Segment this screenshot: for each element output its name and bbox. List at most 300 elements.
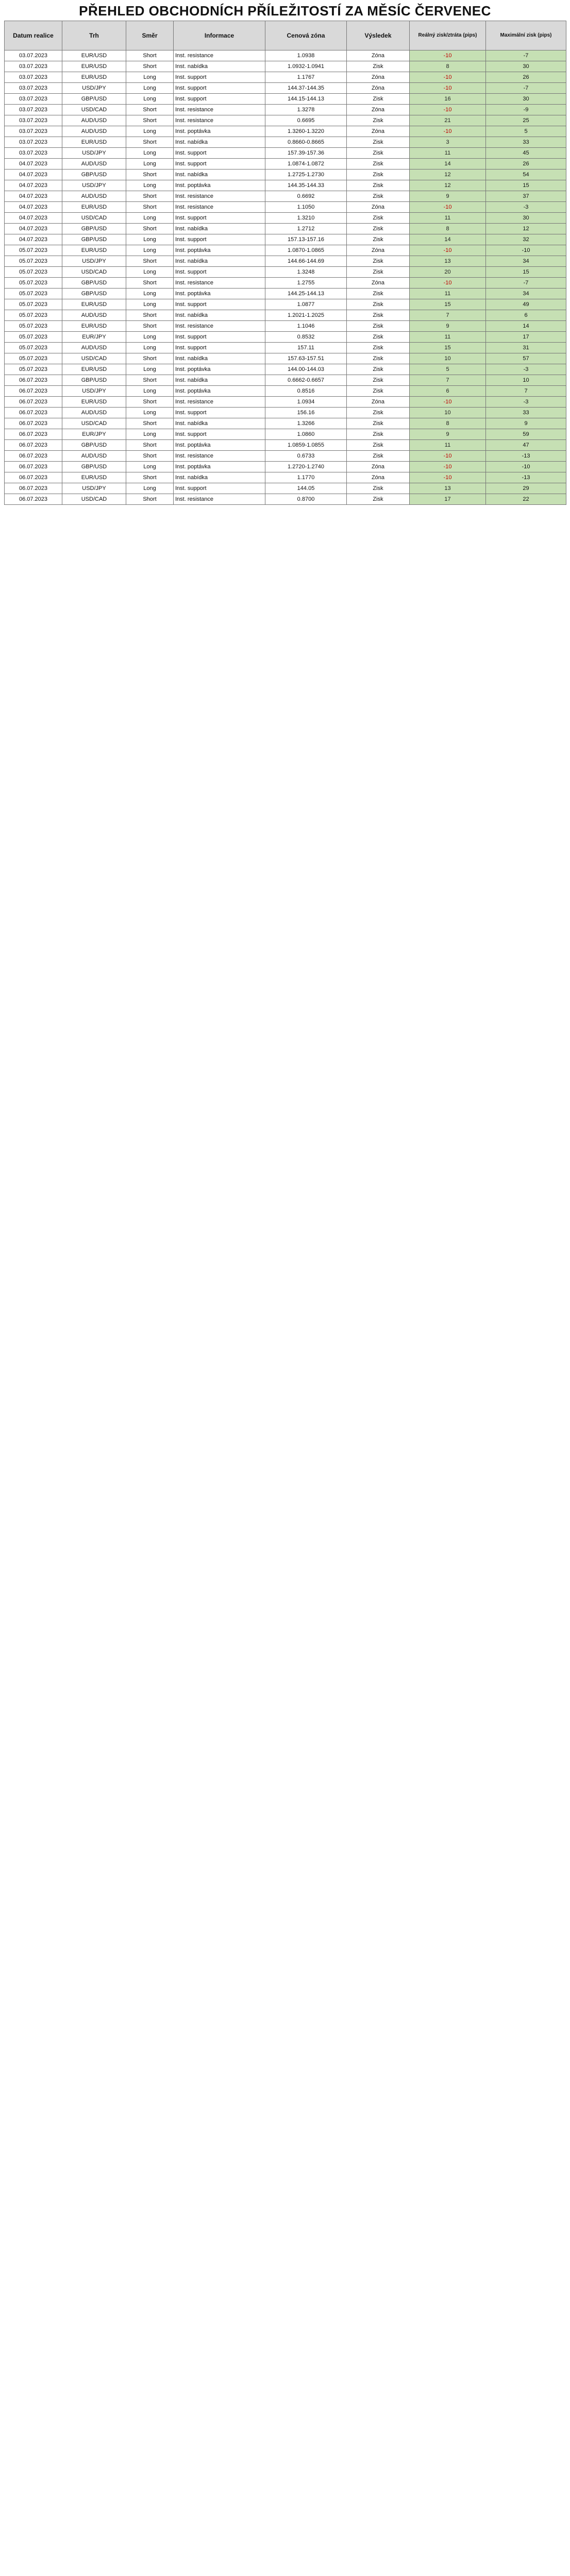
cell-price-zone: 0.6733 xyxy=(265,451,347,462)
cell-date: 05.07.2023 xyxy=(5,321,62,332)
cell-information: Inst. support xyxy=(174,72,265,83)
cell-result: Zóna xyxy=(347,105,410,115)
table-row xyxy=(5,267,566,278)
cell-max-profit: 22 xyxy=(486,494,566,505)
cell-direction: Long xyxy=(126,364,174,375)
cell-max-profit: 34 xyxy=(486,289,566,299)
cell-market: EUR/USD xyxy=(62,50,126,61)
cell-direction: Long xyxy=(126,94,174,105)
table-row xyxy=(5,105,566,115)
table-row xyxy=(5,408,566,418)
cell-direction: Long xyxy=(126,332,174,343)
cell-direction: Short xyxy=(126,50,174,61)
cell-date: 05.07.2023 xyxy=(5,256,62,267)
cell-information: Inst. poptávka xyxy=(174,364,265,375)
col-header-information: Informace xyxy=(174,21,265,50)
cell-price-zone: 144.05 xyxy=(265,483,347,494)
cell-direction: Short xyxy=(126,170,174,180)
cell-price-zone: 0.6692 xyxy=(265,191,347,202)
cell-direction: Long xyxy=(126,462,174,472)
cell-date: 06.07.2023 xyxy=(5,483,62,494)
cell-direction: Short xyxy=(126,256,174,267)
cell-market: GBP/USD xyxy=(62,462,126,472)
cell-price-zone: 1.0874-1.0872 xyxy=(265,159,347,170)
table-row xyxy=(5,94,566,105)
cell-price-zone: 144.00-144.03 xyxy=(265,364,347,375)
cell-market: EUR/USD xyxy=(62,61,126,72)
cell-max-profit: -13 xyxy=(486,472,566,483)
cell-real-pnl: -10 xyxy=(410,72,486,83)
cell-price-zone: 1.0860 xyxy=(265,429,347,440)
cell-date: 05.07.2023 xyxy=(5,343,62,353)
cell-result: Zisk xyxy=(347,289,410,299)
cell-information: Inst. resistance xyxy=(174,321,265,332)
table-row xyxy=(5,115,566,126)
cell-information: Inst. resistance xyxy=(174,278,265,289)
cell-max-profit: 26 xyxy=(486,72,566,83)
col-header-max-profit: Maximální zisk (pips) xyxy=(486,21,566,50)
cell-market: USD/JPY xyxy=(62,148,126,159)
cell-direction: Short xyxy=(126,278,174,289)
table-row xyxy=(5,83,566,94)
table-row xyxy=(5,397,566,408)
cell-direction: Long xyxy=(126,213,174,224)
cell-information: Inst. resistance xyxy=(174,451,265,462)
table-row xyxy=(5,278,566,289)
cell-max-profit: 34 xyxy=(486,256,566,267)
cell-information: Inst. nabídka xyxy=(174,472,265,483)
table-row xyxy=(5,310,566,321)
cell-price-zone: 0.6695 xyxy=(265,115,347,126)
cell-real-pnl: 11 xyxy=(410,289,486,299)
cell-information: Inst. nabídka xyxy=(174,375,265,386)
cell-price-zone: 1.2725-1.2730 xyxy=(265,170,347,180)
table-row xyxy=(5,191,566,202)
table-row xyxy=(5,180,566,191)
cell-information: Inst. poptávka xyxy=(174,440,265,451)
cell-market: AUD/USD xyxy=(62,126,126,137)
table-header-row xyxy=(5,21,566,50)
cell-market: GBP/USD xyxy=(62,375,126,386)
cell-information: Inst. support xyxy=(174,234,265,245)
cell-date: 05.07.2023 xyxy=(5,353,62,364)
cell-information: Inst. support xyxy=(174,83,265,94)
cell-market: EUR/USD xyxy=(62,137,126,148)
cell-direction: Long xyxy=(126,126,174,137)
cell-result: Zóna xyxy=(347,397,410,408)
cell-real-pnl: 11 xyxy=(410,148,486,159)
cell-real-pnl: -10 xyxy=(410,451,486,462)
table-row xyxy=(5,472,566,483)
cell-date: 04.07.2023 xyxy=(5,191,62,202)
cell-price-zone: 1.0934 xyxy=(265,397,347,408)
cell-max-profit: 31 xyxy=(486,343,566,353)
cell-real-pnl: 21 xyxy=(410,115,486,126)
cell-date: 03.07.2023 xyxy=(5,126,62,137)
cell-real-pnl: -10 xyxy=(410,83,486,94)
cell-price-zone: 144.66-144.69 xyxy=(265,256,347,267)
cell-date: 04.07.2023 xyxy=(5,224,62,234)
cell-market: AUD/USD xyxy=(62,115,126,126)
cell-direction: Short xyxy=(126,472,174,483)
cell-date: 06.07.2023 xyxy=(5,440,62,451)
cell-market: EUR/USD xyxy=(62,472,126,483)
cell-date: 03.07.2023 xyxy=(5,94,62,105)
cell-result: Zisk xyxy=(347,191,410,202)
cell-information: Inst. resistance xyxy=(174,202,265,213)
cell-real-pnl: 15 xyxy=(410,343,486,353)
cell-direction: Long xyxy=(126,72,174,83)
cell-result: Zisk xyxy=(347,234,410,245)
cell-result: Zisk xyxy=(347,375,410,386)
cell-price-zone: 1.3278 xyxy=(265,105,347,115)
cell-max-profit: 33 xyxy=(486,137,566,148)
cell-date: 03.07.2023 xyxy=(5,83,62,94)
cell-real-pnl: -10 xyxy=(410,278,486,289)
cell-max-profit: 37 xyxy=(486,191,566,202)
cell-date: 06.07.2023 xyxy=(5,451,62,462)
cell-direction: Long xyxy=(126,245,174,256)
cell-date: 06.07.2023 xyxy=(5,429,62,440)
cell-result: Zisk xyxy=(347,418,410,429)
cell-max-profit: 12 xyxy=(486,224,566,234)
cell-real-pnl: -10 xyxy=(410,105,486,115)
cell-max-profit: 14 xyxy=(486,321,566,332)
cell-result: Zisk xyxy=(347,180,410,191)
cell-price-zone: 144.37-144.35 xyxy=(265,83,347,94)
cell-real-pnl: 11 xyxy=(410,440,486,451)
cell-price-zone: 156.16 xyxy=(265,408,347,418)
cell-date: 04.07.2023 xyxy=(5,180,62,191)
cell-price-zone: 1.3210 xyxy=(265,213,347,224)
cell-information: Inst. nabídka xyxy=(174,310,265,321)
cell-price-zone: 1.2021-1.2025 xyxy=(265,310,347,321)
cell-max-profit: 29 xyxy=(486,483,566,494)
cell-date: 05.07.2023 xyxy=(5,364,62,375)
cell-result: Zóna xyxy=(347,72,410,83)
cell-max-profit: 26 xyxy=(486,159,566,170)
cell-market: EUR/USD xyxy=(62,245,126,256)
cell-result: Zisk xyxy=(347,321,410,332)
table-row xyxy=(5,148,566,159)
cell-date: 03.07.2023 xyxy=(5,137,62,148)
cell-market: EUR/USD xyxy=(62,364,126,375)
cell-price-zone: 1.0870-1.0865 xyxy=(265,245,347,256)
table-row xyxy=(5,61,566,72)
cell-max-profit: 54 xyxy=(486,170,566,180)
cell-date: 05.07.2023 xyxy=(5,310,62,321)
cell-real-pnl: 9 xyxy=(410,429,486,440)
col-header-direction: Směr xyxy=(126,21,174,50)
cell-max-profit: 30 xyxy=(486,94,566,105)
cell-price-zone: 1.1770 xyxy=(265,472,347,483)
cell-market: GBP/USD xyxy=(62,234,126,245)
cell-result: Zisk xyxy=(347,94,410,105)
cell-market: USD/JPY xyxy=(62,83,126,94)
cell-date: 06.07.2023 xyxy=(5,494,62,505)
cell-information: Inst. support xyxy=(174,408,265,418)
cell-direction: Short xyxy=(126,375,174,386)
cell-direction: Short xyxy=(126,202,174,213)
cell-price-zone: 1.3266 xyxy=(265,418,347,429)
cell-date: 04.07.2023 xyxy=(5,234,62,245)
cell-information: Inst. poptávka xyxy=(174,126,265,137)
cell-information: Inst. support xyxy=(174,159,265,170)
cell-price-zone: 1.0938 xyxy=(265,50,347,61)
cell-max-profit: 49 xyxy=(486,299,566,310)
cell-result: Zóna xyxy=(347,126,410,137)
cell-market: AUD/USD xyxy=(62,408,126,418)
cell-real-pnl: 12 xyxy=(410,170,486,180)
col-header-real-pnl: Reálný zisk/ztráta (pips) xyxy=(410,21,486,50)
cell-price-zone: 144.35-144.33 xyxy=(265,180,347,191)
cell-information: Inst. poptávka xyxy=(174,289,265,299)
cell-real-pnl: 10 xyxy=(410,408,486,418)
cell-direction: Long xyxy=(126,148,174,159)
cell-real-pnl: 9 xyxy=(410,191,486,202)
cell-market: GBP/USD xyxy=(62,224,126,234)
table-row xyxy=(5,202,566,213)
cell-result: Zisk xyxy=(347,224,410,234)
cell-max-profit: 9 xyxy=(486,418,566,429)
table-row xyxy=(5,213,566,224)
cell-date: 03.07.2023 xyxy=(5,115,62,126)
cell-date: 06.07.2023 xyxy=(5,375,62,386)
cell-direction: Long xyxy=(126,299,174,310)
cell-real-pnl: 20 xyxy=(410,267,486,278)
cell-date: 04.07.2023 xyxy=(5,213,62,224)
cell-market: USD/CAD xyxy=(62,494,126,505)
table-row xyxy=(5,364,566,375)
cell-max-profit: 57 xyxy=(486,353,566,364)
table-row xyxy=(5,451,566,462)
cell-date: 05.07.2023 xyxy=(5,289,62,299)
cell-result: Zisk xyxy=(347,213,410,224)
cell-direction: Long xyxy=(126,180,174,191)
cell-price-zone: 144.25-144.13 xyxy=(265,289,347,299)
cell-direction: Long xyxy=(126,289,174,299)
cell-date: 03.07.2023 xyxy=(5,105,62,115)
cell-direction: Long xyxy=(126,408,174,418)
cell-price-zone: 0.8516 xyxy=(265,386,347,397)
cell-real-pnl: 9 xyxy=(410,321,486,332)
cell-real-pnl: -10 xyxy=(410,202,486,213)
table-body xyxy=(5,50,566,505)
cell-direction: Short xyxy=(126,137,174,148)
cell-direction: Long xyxy=(126,159,174,170)
cell-real-pnl: 7 xyxy=(410,375,486,386)
cell-result: Zisk xyxy=(347,61,410,72)
cell-information: Inst. nabídka xyxy=(174,170,265,180)
cell-date: 06.07.2023 xyxy=(5,418,62,429)
cell-direction: Short xyxy=(126,451,174,462)
table-row xyxy=(5,462,566,472)
col-header-result: Výsledek xyxy=(347,21,410,50)
cell-market: GBP/USD xyxy=(62,278,126,289)
cell-date: 03.07.2023 xyxy=(5,72,62,83)
table-row xyxy=(5,483,566,494)
cell-max-profit: 6 xyxy=(486,310,566,321)
cell-date: 04.07.2023 xyxy=(5,159,62,170)
cell-market: EUR/USD xyxy=(62,202,126,213)
cell-direction: Short xyxy=(126,353,174,364)
cell-price-zone: 157.11 xyxy=(265,343,347,353)
cell-max-profit: 33 xyxy=(486,408,566,418)
cell-result: Zisk xyxy=(347,170,410,180)
cell-result: Zóna xyxy=(347,245,410,256)
cell-direction: Short xyxy=(126,105,174,115)
table-row xyxy=(5,126,566,137)
cell-information: Inst. support xyxy=(174,94,265,105)
cell-real-pnl: 15 xyxy=(410,299,486,310)
cell-max-profit: -10 xyxy=(486,462,566,472)
cell-real-pnl: 10 xyxy=(410,353,486,364)
cell-direction: Short xyxy=(126,61,174,72)
cell-market: EUR/USD xyxy=(62,72,126,83)
cell-max-profit: 15 xyxy=(486,267,566,278)
cell-real-pnl: -10 xyxy=(410,126,486,137)
cell-real-pnl: 8 xyxy=(410,61,486,72)
cell-price-zone: 157.63-157.51 xyxy=(265,353,347,364)
cell-information: Inst. resistance xyxy=(174,50,265,61)
cell-date: 06.07.2023 xyxy=(5,462,62,472)
cell-real-pnl: 7 xyxy=(410,310,486,321)
cell-result: Zóna xyxy=(347,472,410,483)
cell-information: Inst. nabídka xyxy=(174,353,265,364)
cell-real-pnl: 11 xyxy=(410,213,486,224)
cell-price-zone: 1.3260-1.3220 xyxy=(265,126,347,137)
cell-price-zone: 1.3248 xyxy=(265,267,347,278)
cell-market: GBP/USD xyxy=(62,170,126,180)
table-row xyxy=(5,289,566,299)
cell-information: Inst. support xyxy=(174,429,265,440)
cell-real-pnl: 11 xyxy=(410,332,486,343)
cell-direction: Short xyxy=(126,224,174,234)
cell-market: GBP/USD xyxy=(62,94,126,105)
cell-result: Zisk xyxy=(347,332,410,343)
cell-date: 06.07.2023 xyxy=(5,472,62,483)
cell-result: Zisk xyxy=(347,429,410,440)
cell-date: 06.07.2023 xyxy=(5,397,62,408)
cell-max-profit: -10 xyxy=(486,245,566,256)
cell-max-profit: -3 xyxy=(486,397,566,408)
cell-result: Zisk xyxy=(347,343,410,353)
cell-market: AUD/USD xyxy=(62,159,126,170)
cell-information: Inst. resistance xyxy=(174,494,265,505)
cell-real-pnl: 13 xyxy=(410,483,486,494)
opportunities-table xyxy=(4,21,566,505)
table-row xyxy=(5,170,566,180)
cell-real-pnl: 17 xyxy=(410,494,486,505)
cell-market: AUD/USD xyxy=(62,191,126,202)
cell-max-profit: -7 xyxy=(486,50,566,61)
col-header-market: Trh xyxy=(62,21,126,50)
table-row xyxy=(5,159,566,170)
cell-information: Inst. poptávka xyxy=(174,245,265,256)
cell-information: Inst. nabídka xyxy=(174,256,265,267)
cell-market: USD/JPY xyxy=(62,483,126,494)
cell-market: USD/CAD xyxy=(62,418,126,429)
table-row xyxy=(5,440,566,451)
table-row xyxy=(5,234,566,245)
cell-real-pnl: 3 xyxy=(410,137,486,148)
cell-information: Inst. resistance xyxy=(174,191,265,202)
cell-real-pnl: -10 xyxy=(410,462,486,472)
cell-information: Inst. support xyxy=(174,343,265,353)
cell-max-profit: 17 xyxy=(486,332,566,343)
cell-date: 04.07.2023 xyxy=(5,170,62,180)
cell-result: Zóna xyxy=(347,83,410,94)
cell-date: 05.07.2023 xyxy=(5,332,62,343)
cell-result: Zisk xyxy=(347,299,410,310)
cell-direction: Short xyxy=(126,321,174,332)
cell-market: USD/CAD xyxy=(62,213,126,224)
cell-max-profit: 5 xyxy=(486,126,566,137)
cell-direction: Long xyxy=(126,483,174,494)
table-row xyxy=(5,343,566,353)
cell-direction: Short xyxy=(126,310,174,321)
cell-market: USD/JPY xyxy=(62,256,126,267)
cell-max-profit: 25 xyxy=(486,115,566,126)
cell-date: 06.07.2023 xyxy=(5,386,62,397)
cell-direction: Long xyxy=(126,343,174,353)
cell-market: EUR/USD xyxy=(62,299,126,310)
cell-direction: Long xyxy=(126,429,174,440)
cell-date: 03.07.2023 xyxy=(5,50,62,61)
cell-max-profit: 45 xyxy=(486,148,566,159)
cell-market: AUD/USD xyxy=(62,310,126,321)
cell-price-zone: 1.1050 xyxy=(265,202,347,213)
opportunities-table-wrapper xyxy=(4,21,566,505)
cell-result: Zisk xyxy=(347,159,410,170)
cell-direction: Short xyxy=(126,397,174,408)
cell-market: USD/CAD xyxy=(62,353,126,364)
cell-price-zone: 1.0877 xyxy=(265,299,347,310)
cell-max-profit: 47 xyxy=(486,440,566,451)
cell-max-profit: 10 xyxy=(486,375,566,386)
cell-market: AUD/USD xyxy=(62,451,126,462)
table-row xyxy=(5,418,566,429)
cell-information: Inst. nabídka xyxy=(174,418,265,429)
cell-direction: Short xyxy=(126,418,174,429)
cell-information: Inst. support xyxy=(174,148,265,159)
cell-information: Inst. support xyxy=(174,213,265,224)
table-row xyxy=(5,386,566,397)
cell-result: Zisk xyxy=(347,494,410,505)
table-row xyxy=(5,353,566,364)
cell-information: Inst. support xyxy=(174,332,265,343)
cell-real-pnl: -10 xyxy=(410,50,486,61)
cell-result: Zóna xyxy=(347,202,410,213)
table-row xyxy=(5,494,566,505)
cell-market: EUR/JPY xyxy=(62,429,126,440)
cell-price-zone: 1.2712 xyxy=(265,224,347,234)
cell-max-profit: -7 xyxy=(486,278,566,289)
table-row xyxy=(5,321,566,332)
table-row xyxy=(5,299,566,310)
cell-market: EUR/USD xyxy=(62,397,126,408)
cell-result: Zisk xyxy=(347,148,410,159)
cell-date: 03.07.2023 xyxy=(5,61,62,72)
cell-direction: Long xyxy=(126,267,174,278)
cell-information: Inst. poptávka xyxy=(174,462,265,472)
cell-information: Inst. nabídka xyxy=(174,224,265,234)
cell-max-profit: 7 xyxy=(486,386,566,397)
cell-information: Inst. resistance xyxy=(174,397,265,408)
cell-result: Zisk xyxy=(347,353,410,364)
cell-market: USD/CAD xyxy=(62,105,126,115)
cell-real-pnl: 8 xyxy=(410,224,486,234)
